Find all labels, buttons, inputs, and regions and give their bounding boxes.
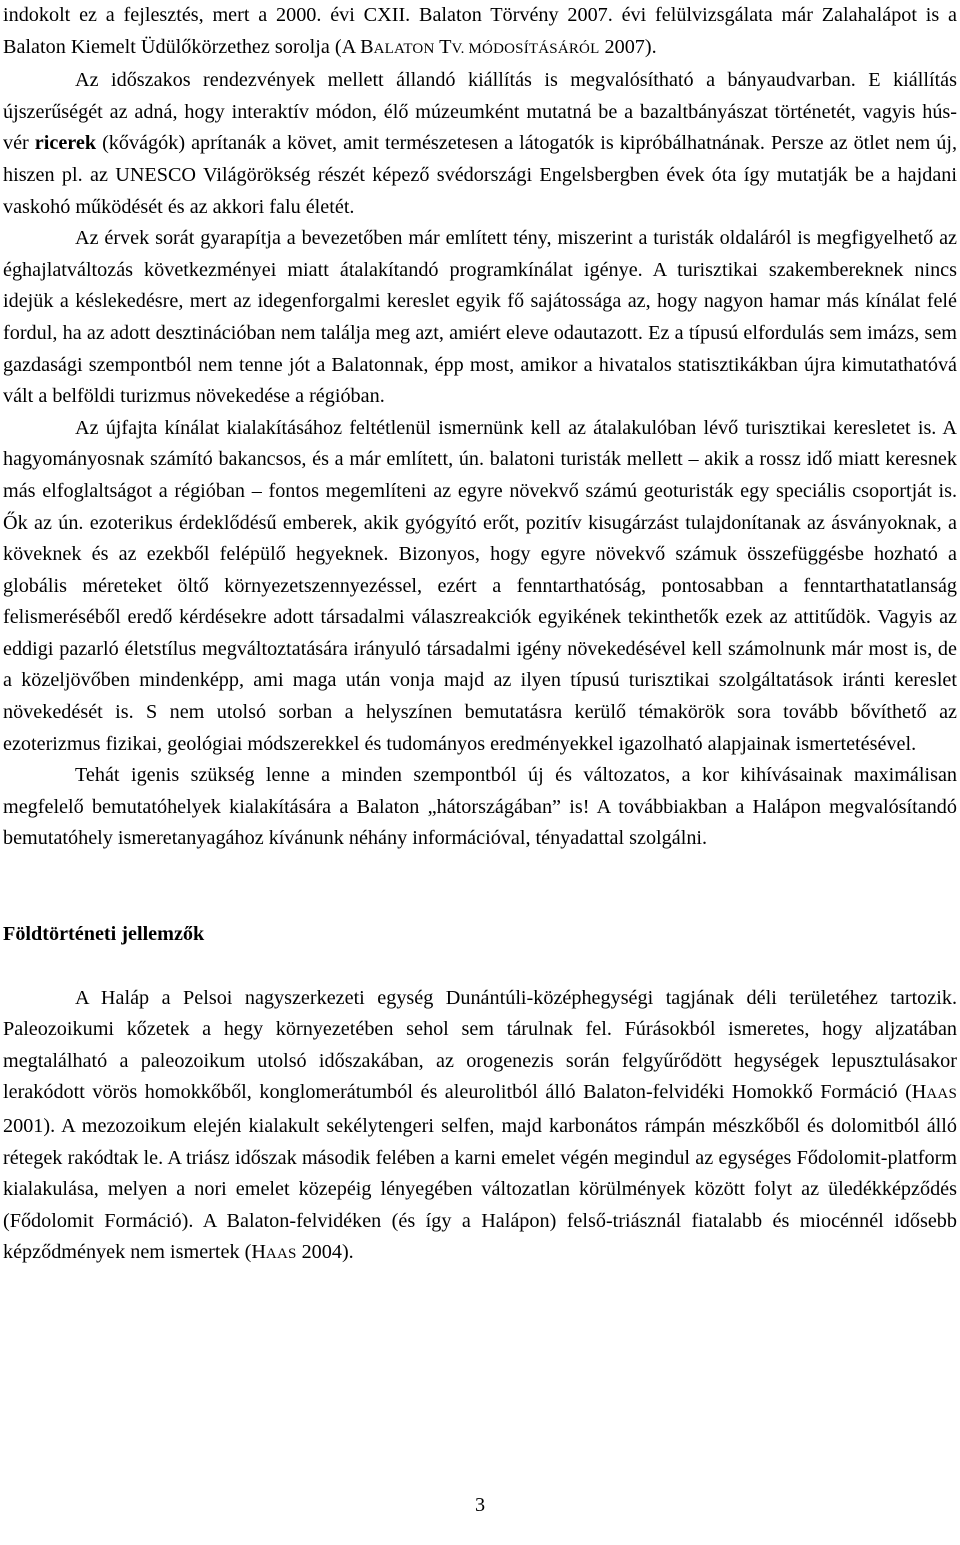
paragraph-text: (kővágók) aprítanák a követ, amit természetesen a látogatók is kipróbálhatnának. Persze az ötlet nem új, hiszen pl. az UNESCO Világörökség részét képező svédországi Engelsbergben évek óta így mutatják be a hajdani vaskohó működését és az akkori falu életét. xyxy=(3,132,957,218)
paragraph-new-demand: Az újfajta kínálat kialakításához feltétlenül ismernünk kell az átalakulóban lévő turisztikai keresletet is. A hagyományosnak számító bakancsos, és a már említett, ún. balatoni turisták mellett – akik a rossz idő miatt keresnek más elfoglaltságot a régióban – fontos megemlíteni az egyre növekvő számú geoturisták egy speciális csoportját is. Ők az ún. ezoterikus érdeklődésű emberek, akik gyógyító erőt, pozitív kisugárzást tulajdonítanak az ásványoknak, a köveknek és az ezekből felépülő hegyeknek. Bizonyos, hogy egyre növekvő számuk összefüggésbe hozható a globális méreteket öltő környezetszennyezéssel, ezért a fenntarthatóság, pontosabban a fenntarthatatlanság felismeréséből eredő kérdésekre adott társadalmi válaszreakciók egyikének tekinthetők ezek az attitűdök. Vagyis az eddigi pazarló életstílus megváltoztatására irányuló társadalmi igény növekedésével kell számolnunk már most is, de a közeljövőben mindenképp, ami maga után vonja majd az ilyen típusú turisztikai szolgáltatások iránti kereslet növekedését is. S nem utolsó sorban a helyszínen bemutatásra kerülő témakörök sora tovább bővíthető az ezoterizmus fizikai, geológiai módszerekkel és tudományos eredményekkel igazolható alapjainak ismertetésével. xyxy=(3,416,957,755)
small-caps-text: AAS xyxy=(265,1246,297,1263)
bold-term: ricerek xyxy=(34,132,97,155)
paragraph-text: A Haláp a Pelsoi nagyszerkezeti egység Dunántúli-középhegységi tagjának déli területéhez tartozik. Paleozoikumi kőzetek a hegy környezetében sehol sem tárulnak fel. Fúrásokból ismeretes, hogy aljzatában megtalálható a paleozoikum utolsó időszakában, az orogenezis során felgyűrődött hegységek lepusztulásakor lerakódott vörös homokkőből, konglomerátumból és aleurolitból álló Balaton-felvidéki Homokkő Formáció (H xyxy=(3,986,957,1104)
small-caps-text: ALATON xyxy=(373,40,435,57)
paragraph-conclusion: Tehát igenis szükség lenne a minden szempontból új és változatos, a kor kihívásainak maximálisan megfelelő bemutatóhelyek kialakítására a Balaton „hátországában” is! A továbbiakban a Halápon megvalósítandó bemutatóhely ismeretanyagához kívánunk néhány információval, tényadattal szolgálni. xyxy=(3,764,957,850)
paragraph-balaton-law xyxy=(3,0,957,65)
paragraph-text: 2004). xyxy=(296,1241,354,1264)
paragraph-text: 2007). xyxy=(599,35,657,58)
paragraph-text: 2001). A mezozoikum elején kialakult sekélytengeri selfen, majd karbonátos rámpán mészkőből és dolomitból álló rétegek rakódtak le. A triász időszak második felében a karni emelet végén megindul az egységes Fődolomit-platform kialakulása, melyen a nori emelet közepéig lényegében változatlan körülmények között folyt az üledékképződés (Fődolomit Formáció). A Balaton-felvidéken (és így a Halápon) felső-triásznál fiatalabb és miocénnél idősebb képződmények nem ismertek (H xyxy=(3,1115,957,1264)
section-spacer xyxy=(3,855,957,919)
small-caps-text: AAS xyxy=(926,1086,957,1103)
paragraph-text: Az időszakos rendezvények mellett állandó kiállítás is megvalósítható a bányaudvarban. E kiállítás újszerűségét az adná, hogy interaktív módon, élő múzeumként mutatná be a bazaltbányászat történetét, vagyis hús-vér xyxy=(3,69,957,155)
paragraph-geology xyxy=(3,983,957,1271)
paragraph-exhibition xyxy=(3,65,957,223)
section-heading: Földtörténeti jellemzők xyxy=(3,923,205,946)
heading-spacer xyxy=(3,951,957,983)
page-number: 3 xyxy=(474,1494,486,1516)
paragraph-text: indokolt ez a fejlesztés, mert a 2000. évi CXII. Balaton Törvény 2007. évi felülvizsgálata már Zalahalápot is a Balaton Kiemelt Üdülőkörzethez sorolja (A B xyxy=(3,4,957,58)
small-caps-text: V. MÓDOSÍTÁSÁRÓL xyxy=(451,40,600,57)
paragraph-text: T xyxy=(434,35,452,58)
paragraph-arguments: Az érvek sorát gyarapítja a bevezetőben már említett tény, miszerint a turisták oldaláról is megfigyelhető az éghajlatváltozás következményei miatt átalakítandó programkínálat igénye. A turisztikai szakembereknek nincs idejük a késlekedésre, mert az idegenforgalmi kereslet egyik fő sajátossága az, hogy nagyon hamar más kínálat felé fordul, ha az adott desztinációban nem találja meg azt, amiért eleve odautazott. Ez a típusú elfordulás sem imázs, sem gazdasági szempontból nem tenne jót a Balatonnak, épp most, amikor a hivatalos statisztikákban újra kimutathatóvá vált a belföldi turizmus növekedése a régióban. xyxy=(3,227,957,408)
document-page xyxy=(3,0,957,1271)
